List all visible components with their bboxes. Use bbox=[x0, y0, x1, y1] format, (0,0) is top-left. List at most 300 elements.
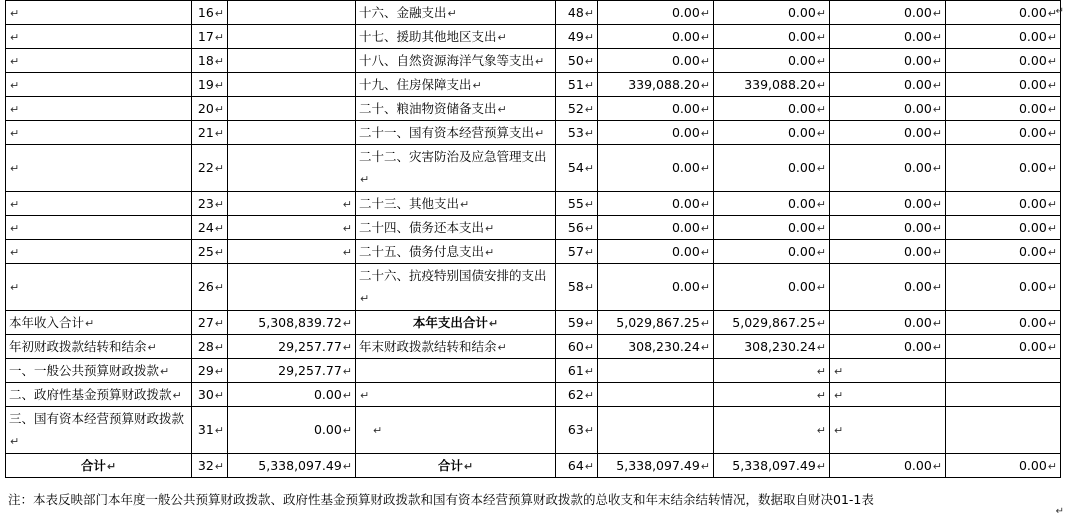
paragraph-mark-icon: ↵ bbox=[584, 102, 594, 116]
paragraph-mark-icon: ↵ bbox=[214, 424, 224, 437]
paragraph-mark-icon: ↵ bbox=[214, 78, 224, 92]
paragraph-mark-icon: ↵ bbox=[816, 281, 826, 294]
revenue-item-cell[interactable] bbox=[6, 264, 192, 311]
expense-total-cell[interactable] bbox=[598, 407, 714, 454]
state-capital-cell[interactable]: 0.00↵ bbox=[946, 311, 1061, 335]
general-budget-cell[interactable]: 0.00↵ bbox=[714, 216, 830, 240]
gov-fund-cell[interactable]: 0.00↵ bbox=[830, 192, 946, 216]
paragraph-mark-icon: ↵ bbox=[584, 54, 594, 68]
table-row bbox=[6, 240, 1061, 264]
paragraph-mark-icon: ↵ bbox=[1047, 6, 1057, 20]
expense-item-cell[interactable] bbox=[356, 383, 556, 407]
paragraph-mark-icon: ↵ bbox=[10, 245, 20, 259]
revenue-line-no-cell[interactable]: 22↵ bbox=[192, 145, 228, 192]
paragraph-mark-icon: ↵ bbox=[1047, 162, 1057, 175]
paragraph-mark-icon: ↵ bbox=[816, 424, 826, 437]
table-row bbox=[6, 1, 1061, 25]
paragraph-mark-icon: ↵ bbox=[214, 30, 224, 44]
expense-line-no-cell[interactable]: 48↵ bbox=[556, 1, 598, 25]
paragraph-mark-icon: ↵ bbox=[932, 316, 942, 330]
paragraph-mark-icon: ↵ bbox=[1047, 54, 1057, 68]
paragraph-mark-icon: ↵ bbox=[497, 340, 507, 354]
paragraph-mark-icon: ↵ bbox=[816, 6, 826, 20]
gov-fund-cell[interactable]: 0.00↵ bbox=[830, 73, 946, 97]
general-budget-cell[interactable]: 0.00↵ bbox=[714, 49, 830, 73]
expense-item-cell[interactable]: 二十一、国有资本经营预算支出↵ bbox=[356, 121, 556, 145]
general-budget-cell[interactable]: 0.00↵ bbox=[714, 97, 830, 121]
revenue-item-cell[interactable] bbox=[6, 121, 192, 145]
paragraph-mark-icon: ↵ bbox=[932, 102, 942, 116]
paragraph-mark-icon: ↵ bbox=[816, 162, 826, 175]
paragraph-mark-icon: ↵ bbox=[447, 6, 457, 20]
paragraph-mark-icon: ↵ bbox=[816, 459, 826, 473]
paragraph-mark-icon: ↵ bbox=[584, 126, 594, 140]
paragraph-mark-icon: ↵ bbox=[932, 245, 942, 259]
paragraph-mark-icon: ↵ bbox=[1055, 6, 1064, 17]
general-budget-cell[interactable]: 308,230.24↵ bbox=[714, 335, 830, 359]
paragraph-mark-icon: ↵ bbox=[10, 434, 20, 448]
paragraph-mark-icon: ↵ bbox=[10, 78, 20, 92]
revenue-line-no-cell[interactable]: 27↵ bbox=[192, 311, 228, 335]
general-budget-cell[interactable]: 339,088.20↵ bbox=[714, 73, 830, 97]
expense-total-cell[interactable] bbox=[598, 383, 714, 407]
revenue-item-cell[interactable]: 年初财政拨款结转和结余↵ bbox=[6, 335, 192, 359]
revenue-amount-cell[interactable] bbox=[228, 121, 356, 145]
expense-item-cell[interactable]: 十八、自然资源海洋气象等支出↵ bbox=[356, 49, 556, 73]
paragraph-mark-icon: ↵ bbox=[497, 102, 507, 116]
expense-line-no-cell[interactable]: 54↵ bbox=[556, 145, 598, 192]
expense-item-cell[interactable]: 二十二、灾害防治及应急管理支出↵ bbox=[356, 145, 556, 192]
paragraph-mark-icon: ↵ bbox=[360, 172, 370, 186]
revenue-line-no-cell[interactable]: 23↵ bbox=[192, 192, 228, 216]
state-capital-cell[interactable]: 0.00↵ bbox=[946, 73, 1061, 97]
general-budget-cell[interactable]: 0.00↵ bbox=[714, 1, 830, 25]
expense-item-cell[interactable]: 二十五、债务付息支出↵ bbox=[356, 240, 556, 264]
paragraph-mark-icon: ↵ bbox=[700, 221, 710, 235]
paragraph-mark-icon: ↵ bbox=[932, 197, 942, 211]
expense-item-cell[interactable]: 二十六、抗疫特别国债安排的支出↵ bbox=[356, 264, 556, 311]
paragraph-mark-icon: ↵ bbox=[700, 30, 710, 44]
paragraph-mark-icon: ↵ bbox=[932, 340, 942, 354]
expense-total-cell[interactable]: 5,338,097.49↵ bbox=[598, 454, 714, 478]
paragraph-mark-icon: ↵ bbox=[834, 424, 844, 437]
revenue-item-cell[interactable] bbox=[6, 49, 192, 73]
revenue-line-no-cell[interactable]: 29↵ bbox=[192, 359, 228, 383]
paragraph-mark-icon: ↵ bbox=[1047, 102, 1057, 116]
expense-item-cell[interactable]: 本年支出合计↵ bbox=[356, 311, 556, 335]
general-budget-cell[interactable]: 5,029,867.25↵ bbox=[714, 311, 830, 335]
gov-fund-cell[interactable]: 0.00↵ bbox=[830, 121, 946, 145]
expense-total-cell[interactable] bbox=[598, 359, 714, 383]
revenue-amount-cell[interactable] bbox=[228, 145, 356, 192]
paragraph-mark-icon: ↵ bbox=[214, 162, 224, 175]
revenue-amount-cell[interactable] bbox=[228, 25, 356, 49]
paragraph-mark-icon: ↵ bbox=[342, 340, 352, 354]
paragraph-mark-icon: ↵ bbox=[932, 459, 942, 473]
paragraph-mark-icon: ↵ bbox=[700, 197, 710, 211]
revenue-line-no-cell[interactable]: 19↵ bbox=[192, 73, 228, 97]
paragraph-mark-icon: ↵ bbox=[10, 30, 20, 44]
paragraph-mark-icon: ↵ bbox=[214, 197, 224, 211]
paragraph-mark-icon: ↵ bbox=[584, 197, 594, 211]
expense-total-cell[interactable]: 0.00↵ bbox=[598, 145, 714, 192]
paragraph-mark-icon: ↵ bbox=[584, 388, 594, 402]
paragraph-mark-icon: ↵ bbox=[1047, 340, 1057, 354]
expense-line-no-cell[interactable]: 62↵ bbox=[556, 383, 598, 407]
expense-line-no-cell[interactable]: 52↵ bbox=[556, 97, 598, 121]
revenue-amount-cell[interactable] bbox=[228, 49, 356, 73]
paragraph-mark-icon: ↵ bbox=[214, 126, 224, 140]
expense-total-cell[interactable]: 0.00↵ bbox=[598, 216, 714, 240]
paragraph-mark-icon: ↵ bbox=[485, 245, 495, 259]
paragraph-mark-icon: ↵ bbox=[214, 281, 224, 294]
state-capital-cell[interactable] bbox=[946, 383, 1061, 407]
paragraph-mark-icon: ↵ bbox=[584, 459, 594, 473]
revenue-line-no-cell[interactable]: 18↵ bbox=[192, 49, 228, 73]
general-budget-cell[interactable] bbox=[714, 383, 830, 407]
table-row bbox=[6, 192, 1061, 216]
gov-fund-cell[interactable]: 0.00↵ bbox=[830, 240, 946, 264]
paragraph-mark-icon: ↵ bbox=[342, 221, 352, 235]
revenue-item-cell[interactable] bbox=[6, 25, 192, 49]
paragraph-mark-icon: ↵ bbox=[816, 30, 826, 44]
paragraph-mark-icon: ↵ bbox=[932, 162, 942, 175]
paragraph-mark-icon: ↵ bbox=[584, 30, 594, 44]
paragraph-mark-icon: ↵ bbox=[1047, 197, 1057, 211]
paragraph-mark-icon: ↵ bbox=[816, 54, 826, 68]
expense-line-no-cell[interactable]: 50↵ bbox=[556, 49, 598, 73]
state-capital-cell[interactable]: 0.00↵ bbox=[946, 264, 1061, 311]
paragraph-mark-icon: ↵ bbox=[1047, 245, 1057, 259]
paragraph-mark-icon: ↵ bbox=[1047, 316, 1057, 330]
paragraph-mark-icon: ↵ bbox=[816, 197, 826, 211]
expense-line-no-cell[interactable]: 55↵ bbox=[556, 192, 598, 216]
revenue-item-cell[interactable] bbox=[6, 73, 192, 97]
paragraph-mark-icon: ↵ bbox=[10, 162, 20, 175]
expense-line-no-cell[interactable]: 61↵ bbox=[556, 359, 598, 383]
paragraph-mark-icon: ↵ bbox=[700, 126, 710, 140]
state-capital-cell[interactable]: 0.00↵ bbox=[946, 145, 1061, 192]
revenue-item-cell[interactable]: 二、政府性基金预算财政拨款↵ bbox=[6, 383, 192, 407]
revenue-amount-cell[interactable] bbox=[228, 264, 356, 311]
paragraph-mark-icon: ↵ bbox=[214, 316, 224, 330]
revenue-amount-cell[interactable] bbox=[228, 1, 356, 25]
expense-line-no-cell[interactable]: 58↵ bbox=[556, 264, 598, 311]
table-row bbox=[6, 216, 1061, 240]
state-capital-cell[interactable]: 0.00↵ bbox=[946, 240, 1061, 264]
paragraph-mark-icon: ↵ bbox=[214, 6, 224, 20]
general-budget-cell[interactable]: 0.00↵ bbox=[714, 145, 830, 192]
general-budget-cell[interactable]: 0.00↵ bbox=[714, 264, 830, 311]
table-row bbox=[6, 454, 1061, 478]
revenue-amount-cell[interactable] bbox=[228, 216, 356, 240]
paragraph-mark-icon: ↵ bbox=[342, 245, 352, 259]
revenue-item-cell[interactable] bbox=[6, 192, 192, 216]
revenue-amount-cell[interactable]: 0.00↵ bbox=[228, 407, 356, 454]
expense-item-cell[interactable]: 二十四、债务还本支出↵ bbox=[356, 216, 556, 240]
expense-line-no-cell[interactable]: 57↵ bbox=[556, 240, 598, 264]
revenue-line-no-cell[interactable]: 31↵ bbox=[192, 407, 228, 454]
revenue-line-no-cell[interactable]: 32↵ bbox=[192, 454, 228, 478]
paragraph-mark-icon: ↵ bbox=[535, 126, 545, 140]
revenue-amount-cell[interactable]: 5,308,839.72↵ bbox=[228, 311, 356, 335]
paragraph-mark-icon: ↵ bbox=[816, 340, 826, 354]
paragraph-mark-icon: ↵ bbox=[834, 388, 844, 402]
revenue-amount-cell[interactable] bbox=[228, 192, 356, 216]
paragraph-mark-icon: ↵ bbox=[816, 126, 826, 140]
expense-total-cell[interactable]: 0.00↵ bbox=[598, 264, 714, 311]
paragraph-mark-icon: ↵ bbox=[373, 424, 383, 437]
state-capital-cell[interactable] bbox=[946, 407, 1061, 454]
revenue-line-no-cell[interactable]: 30↵ bbox=[192, 383, 228, 407]
expense-line-no-cell[interactable]: 64↵ bbox=[556, 454, 598, 478]
fiscal-appropriation-table bbox=[5, 0, 1061, 478]
expense-line-no-cell[interactable]: 53↵ bbox=[556, 121, 598, 145]
general-budget-cell[interactable]: 0.00↵ bbox=[714, 192, 830, 216]
gov-fund-cell[interactable]: 0.00↵ bbox=[830, 49, 946, 73]
paragraph-mark-icon: ↵ bbox=[342, 424, 352, 437]
state-capital-cell[interactable]: 0.00↵ bbox=[946, 216, 1061, 240]
expense-line-no-cell[interactable]: 63↵ bbox=[556, 407, 598, 454]
state-capital-cell[interactable]: 0.00↵ bbox=[946, 1, 1061, 25]
revenue-amount-cell[interactable]: 5,338,097.49↵ bbox=[228, 454, 356, 478]
table-row bbox=[6, 335, 1061, 359]
revenue-item-cell[interactable]: 本年收入合计↵ bbox=[6, 311, 192, 335]
paragraph-mark-icon: ↵ bbox=[10, 281, 20, 294]
paragraph-mark-icon: ↵ bbox=[85, 316, 95, 330]
paragraph-mark-icon: ↵ bbox=[700, 102, 710, 116]
paragraph-mark-icon: ↵ bbox=[700, 6, 710, 20]
paragraph-mark-icon: ↵ bbox=[584, 316, 594, 330]
table-row bbox=[6, 97, 1061, 121]
paragraph-mark-icon: ↵ bbox=[584, 245, 594, 259]
expense-total-cell[interactable]: 0.00↵ bbox=[598, 1, 714, 25]
gov-fund-cell[interactable]: 0.00↵ bbox=[830, 97, 946, 121]
paragraph-mark-icon: ↵ bbox=[584, 162, 594, 175]
paragraph-mark-icon: ↵ bbox=[816, 102, 826, 116]
expense-total-cell[interactable]: 0.00↵ bbox=[598, 25, 714, 49]
expense-line-no-cell[interactable]: 51↵ bbox=[556, 73, 598, 97]
revenue-line-no-cell[interactable]: 26↵ bbox=[192, 264, 228, 311]
paragraph-mark-icon: ↵ bbox=[700, 459, 710, 473]
paragraph-mark-icon: ↵ bbox=[10, 102, 20, 116]
paragraph-mark-icon: ↵ bbox=[700, 281, 710, 294]
general-budget-cell[interactable]: 0.00↵ bbox=[714, 25, 830, 49]
expense-item-cell[interactable]: 二十三、其他支出↵ bbox=[356, 192, 556, 216]
table-row bbox=[6, 49, 1061, 73]
revenue-amount-cell[interactable] bbox=[228, 97, 356, 121]
expense-total-cell[interactable]: 339,088.20↵ bbox=[598, 73, 714, 97]
paragraph-mark-icon: ↵ bbox=[584, 364, 594, 378]
revenue-line-no-cell[interactable]: 25↵ bbox=[192, 240, 228, 264]
expense-item-cell[interactable] bbox=[356, 407, 556, 454]
state-capital-cell[interactable]: 0.00↵ bbox=[946, 97, 1061, 121]
expense-total-cell[interactable]: 0.00↵ bbox=[598, 240, 714, 264]
paragraph-mark-icon: ↵ bbox=[472, 78, 482, 92]
general-budget-cell[interactable] bbox=[714, 407, 830, 454]
table-row bbox=[6, 311, 1061, 335]
revenue-amount-cell[interactable] bbox=[228, 240, 356, 264]
revenue-item-cell[interactable] bbox=[6, 145, 192, 192]
table-row bbox=[6, 145, 1061, 192]
paragraph-mark-icon: ↵ bbox=[106, 459, 117, 473]
paragraph-mark-icon: ↵ bbox=[1047, 30, 1057, 44]
paragraph-mark-icon: ↵ bbox=[342, 388, 352, 402]
gov-fund-cell[interactable]: 0.00↵ bbox=[830, 25, 946, 49]
general-budget-cell[interactable]: 0.00↵ bbox=[714, 121, 830, 145]
paragraph-mark-icon: ↵ bbox=[816, 364, 826, 378]
paragraph-mark-icon: ↵ bbox=[214, 459, 224, 473]
paragraph-mark-icon: ↵ bbox=[214, 54, 224, 68]
paragraph-mark-icon: ↵ bbox=[932, 6, 942, 20]
paragraph-mark-icon: ↵ bbox=[10, 197, 20, 211]
paragraph-mark-icon: ↵ bbox=[360, 291, 370, 305]
paragraph-mark-icon: ↵ bbox=[1047, 281, 1057, 294]
gov-fund-cell[interactable]: 0.00↵ bbox=[830, 264, 946, 311]
state-capital-cell[interactable]: 0.00↵ bbox=[946, 121, 1061, 145]
state-capital-cell[interactable]: 0.00↵ bbox=[946, 335, 1061, 359]
gov-fund-cell[interactable]: 0.00↵ bbox=[830, 145, 946, 192]
revenue-line-no-cell[interactable]: 17↵ bbox=[192, 25, 228, 49]
paragraph-mark-icon: ↵ bbox=[816, 78, 826, 92]
general-budget-cell[interactable]: 0.00↵ bbox=[714, 240, 830, 264]
state-capital-cell[interactable] bbox=[946, 359, 1061, 383]
gov-fund-cell[interactable]: 0.00↵ bbox=[830, 454, 946, 478]
state-capital-cell[interactable]: 0.00↵ bbox=[946, 25, 1061, 49]
paragraph-mark-icon: ↵ bbox=[485, 221, 495, 235]
revenue-line-no-cell[interactable]: 21↵ bbox=[192, 121, 228, 145]
expense-total-cell[interactable]: 0.00↵ bbox=[598, 192, 714, 216]
expense-total-cell[interactable]: 0.00↵ bbox=[598, 121, 714, 145]
revenue-item-cell[interactable] bbox=[6, 216, 192, 240]
paragraph-mark-icon: ↵ bbox=[1047, 126, 1057, 140]
paragraph-mark-icon: ↵ bbox=[700, 54, 710, 68]
gov-fund-cell[interactable]: 0.00↵ bbox=[830, 335, 946, 359]
revenue-item-cell[interactable] bbox=[6, 240, 192, 264]
expense-line-no-cell[interactable]: 56↵ bbox=[556, 216, 598, 240]
paragraph-mark-icon: ↵ bbox=[932, 221, 942, 235]
paragraph-mark-icon: ↵ bbox=[584, 424, 594, 437]
gov-fund-cell[interactable]: 0.00↵ bbox=[830, 311, 946, 335]
revenue-item-cell[interactable] bbox=[6, 1, 192, 25]
paragraph-mark-icon: ↵ bbox=[700, 340, 710, 354]
revenue-item-cell[interactable]: 三、国有资本经营预算财政拨款↵ bbox=[6, 407, 192, 454]
gov-fund-cell[interactable]: 0.00↵ bbox=[830, 1, 946, 25]
revenue-line-no-cell[interactable]: 16↵ bbox=[192, 1, 228, 25]
gov-fund-cell[interactable]: 0.00↵ bbox=[830, 216, 946, 240]
revenue-item-cell[interactable] bbox=[6, 97, 192, 121]
revenue-amount-cell[interactable]: 0.00↵ bbox=[228, 383, 356, 407]
paragraph-mark-icon: ↵ bbox=[816, 388, 826, 402]
paragraph-mark-icon: ↵ bbox=[584, 6, 594, 20]
paragraph-mark-icon: ↵ bbox=[460, 197, 470, 211]
expense-item-cell[interactable]: 十六、金融支出↵ bbox=[356, 1, 556, 25]
general-budget-cell[interactable]: 5,338,097.49↵ bbox=[714, 454, 830, 478]
paragraph-mark-icon: ↵ bbox=[1055, 506, 1064, 517]
gov-fund-cell[interactable] bbox=[830, 359, 946, 383]
paragraph-mark-icon: ↵ bbox=[816, 221, 826, 235]
state-capital-cell[interactable]: 0.00↵ bbox=[946, 49, 1061, 73]
revenue-amount-cell[interactable] bbox=[228, 73, 356, 97]
state-capital-cell[interactable]: 0.00↵ bbox=[946, 454, 1061, 478]
paragraph-mark-icon: ↵ bbox=[584, 221, 594, 235]
table-row bbox=[6, 25, 1061, 49]
expense-item-cell[interactable] bbox=[356, 359, 556, 383]
paragraph-mark-icon: ↵ bbox=[584, 340, 594, 354]
expense-item-cell[interactable]: 十七、援助其他地区支出↵ bbox=[356, 25, 556, 49]
gov-fund-cell[interactable] bbox=[830, 407, 946, 454]
paragraph-mark-icon: ↵ bbox=[214, 340, 224, 354]
revenue-amount-cell[interactable]: 29,257.77↵ bbox=[228, 359, 356, 383]
expense-line-no-cell[interactable]: 59↵ bbox=[556, 311, 598, 335]
table-row bbox=[6, 264, 1061, 311]
expense-total-cell[interactable]: 0.00↵ bbox=[598, 49, 714, 73]
table-footnote: 注：本表反映部门本年度一般公共预算财政拨款、政府性基金预算财政拨款和国有资本经营预算财政拨款的总收支和年末结余结转情况，数据取自财决01-1表 bbox=[8, 492, 874, 507]
expense-item-cell[interactable]: 年末财政拨款结转和结余↵ bbox=[356, 335, 556, 359]
paragraph-mark-icon: ↵ bbox=[1047, 221, 1057, 235]
paragraph-mark-icon: ↵ bbox=[584, 281, 594, 294]
paragraph-mark-icon: ↵ bbox=[214, 245, 224, 259]
expense-line-no-cell[interactable]: 49↵ bbox=[556, 25, 598, 49]
paragraph-mark-icon: ↵ bbox=[535, 54, 545, 68]
paragraph-mark-icon: ↵ bbox=[342, 197, 352, 211]
paragraph-mark-icon: ↵ bbox=[10, 54, 20, 68]
paragraph-mark-icon: ↵ bbox=[172, 388, 182, 402]
expense-total-cell[interactable]: 5,029,867.25↵ bbox=[598, 311, 714, 335]
paragraph-mark-icon: ↵ bbox=[214, 102, 224, 116]
revenue-line-no-cell[interactable]: 28↵ bbox=[192, 335, 228, 359]
paragraph-mark-icon: ↵ bbox=[932, 126, 942, 140]
revenue-line-no-cell[interactable]: 24↵ bbox=[192, 216, 228, 240]
expense-total-cell[interactable]: 0.00↵ bbox=[598, 97, 714, 121]
paragraph-mark-icon: ↵ bbox=[834, 364, 844, 378]
expense-line-no-cell[interactable]: 60↵ bbox=[556, 335, 598, 359]
gov-fund-cell[interactable] bbox=[830, 383, 946, 407]
revenue-item-cell[interactable]: 一、一般公共预算财政拨款↵ bbox=[6, 359, 192, 383]
paragraph-mark-icon: ↵ bbox=[342, 459, 352, 473]
revenue-amount-cell[interactable]: 29,257.77↵ bbox=[228, 335, 356, 359]
expense-item-cell[interactable]: 十九、住房保障支出↵ bbox=[356, 73, 556, 97]
paragraph-mark-icon: ↵ bbox=[342, 316, 352, 330]
paragraph-mark-icon: ↵ bbox=[1047, 459, 1057, 473]
paragraph-mark-icon: ↵ bbox=[360, 388, 370, 402]
paragraph-mark-icon: ↵ bbox=[932, 30, 942, 44]
expense-total-cell[interactable]: 308,230.24↵ bbox=[598, 335, 714, 359]
paragraph-mark-icon: ↵ bbox=[932, 281, 942, 294]
paragraph-mark-icon: ↵ bbox=[1047, 78, 1057, 92]
paragraph-mark-icon: ↵ bbox=[932, 78, 942, 92]
revenue-item-cell[interactable]: 合计↵ bbox=[6, 454, 192, 478]
general-budget-cell[interactable] bbox=[714, 359, 830, 383]
expense-item-cell[interactable]: 合计↵ bbox=[356, 454, 556, 478]
paragraph-mark-icon: ↵ bbox=[700, 245, 710, 259]
paragraph-mark-icon: ↵ bbox=[10, 126, 20, 140]
paragraph-mark-icon: ↵ bbox=[214, 221, 224, 235]
paragraph-mark-icon: ↵ bbox=[497, 30, 507, 44]
table-row bbox=[6, 383, 1061, 407]
paragraph-mark-icon: ↵ bbox=[342, 364, 352, 378]
paragraph-mark-icon: ↵ bbox=[932, 54, 942, 68]
paragraph-mark-icon: ↵ bbox=[816, 245, 826, 259]
paragraph-mark-icon: ↵ bbox=[700, 316, 710, 330]
paragraph-mark-icon: ↵ bbox=[488, 316, 499, 330]
expense-item-cell[interactable]: 二十、粮油物资储备支出↵ bbox=[356, 97, 556, 121]
state-capital-cell[interactable]: 0.00↵ bbox=[946, 192, 1061, 216]
paragraph-mark-icon: ↵ bbox=[584, 78, 594, 92]
paragraph-mark-icon: ↵ bbox=[463, 459, 474, 473]
revenue-line-no-cell[interactable]: 20↵ bbox=[192, 97, 228, 121]
table-row bbox=[6, 73, 1061, 97]
